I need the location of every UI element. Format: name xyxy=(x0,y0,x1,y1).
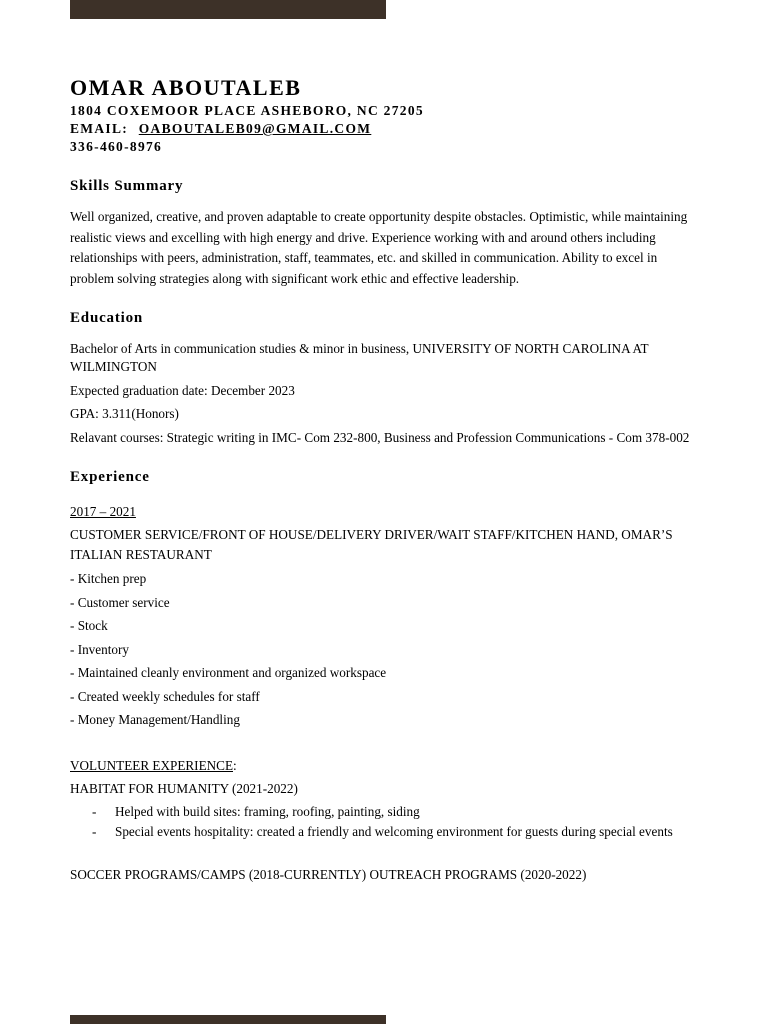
email-link[interactable]: OABOUTALEB09@GMAIL.COM xyxy=(138,121,372,136)
education-courses: Relavant courses: Strategic writing in IMC- Com 232-800, Business and Profession Communications - Com 378-002 xyxy=(70,430,690,445)
duty-item: - Money Management/Handling xyxy=(70,712,240,727)
bullet-dash: - xyxy=(92,823,97,839)
address: 1804 COXEMOOR PLACE ASHEBORO, NC 27205 xyxy=(70,103,424,118)
top-decorative-bar xyxy=(70,0,386,19)
duty-item: - Kitchen prep xyxy=(70,571,147,586)
volunteer-heading-colon: : xyxy=(233,757,237,773)
experience-heading: Experience xyxy=(70,469,150,485)
duty-item: - Created weekly schedules for staff xyxy=(70,688,260,704)
volunteer-item-text: Special events hospitality: created a friendly and welcoming environment for guests during special events xyxy=(115,823,673,839)
education-degree: Bachelor of Arts in communication studies & minor in business, UNIVERSITY OF NORTH CAROLINA AT WILMINGTON xyxy=(70,341,649,374)
phone: 336-460-8976 xyxy=(70,139,163,154)
volunteer-programs: SOCCER PROGRAMS/CAMPS (2018-CURRENTLY) OUTREACH PROGRAMS (2020-2022) xyxy=(70,866,587,882)
volunteer-heading xyxy=(70,756,690,776)
experience-duties xyxy=(70,567,690,732)
volunteer-heading-text: VOLUNTEER EXPERIENCE xyxy=(70,757,233,773)
education-heading: Education xyxy=(70,310,144,326)
volunteer-item xyxy=(70,802,690,822)
experience-role: CUSTOMER SERVICE/FRONT OF HOUSE/DELIVERY DRIVER/WAIT STAFF/KITCHEN HAND, OMAR’S ITALIAN RESTAURANT xyxy=(70,527,673,562)
volunteer-item-text: Helped with build sites: framing, roofing, painting, siding xyxy=(115,803,420,819)
volunteer-org: HABITAT FOR HUMANITY (2021-2022) xyxy=(70,780,298,796)
skills-summary-text: Well organized, creative, and proven adaptable to create opportunity despite obstacles. Optimistic, while maintaining realistic views and excelling with high energy and drive. Experience working with and around others including relationships with peers, administration, staff, teammates, etc. and skilled in communication. Ability to excel in problem solving strategies along with significant work ethic and effective leadership. xyxy=(70,209,688,286)
candidate-name: OMAR ABOUTALEB xyxy=(70,75,302,100)
email-label: EMAIL: xyxy=(70,121,129,136)
bullet-dash: - xyxy=(92,803,97,819)
volunteer-item xyxy=(70,822,690,842)
email-line xyxy=(70,120,690,138)
experience-dates: 2017 – 2021 xyxy=(70,504,136,519)
duty-item: - Inventory xyxy=(70,641,129,657)
skills-summary-heading: Skills Summary xyxy=(70,178,184,194)
volunteer-list xyxy=(70,802,690,842)
education-gpa: GPA: 3.311(Honors) xyxy=(70,406,179,421)
duty-item: - Maintained cleanly environment and organized workspace xyxy=(70,665,387,680)
education-graduation: Expected graduation date: December 2023 xyxy=(70,383,295,398)
bottom-decorative-bar xyxy=(70,1015,386,1024)
duty-item: - Customer service xyxy=(70,594,170,610)
resume-page xyxy=(70,76,690,885)
duty-item: - Stock xyxy=(70,618,108,633)
